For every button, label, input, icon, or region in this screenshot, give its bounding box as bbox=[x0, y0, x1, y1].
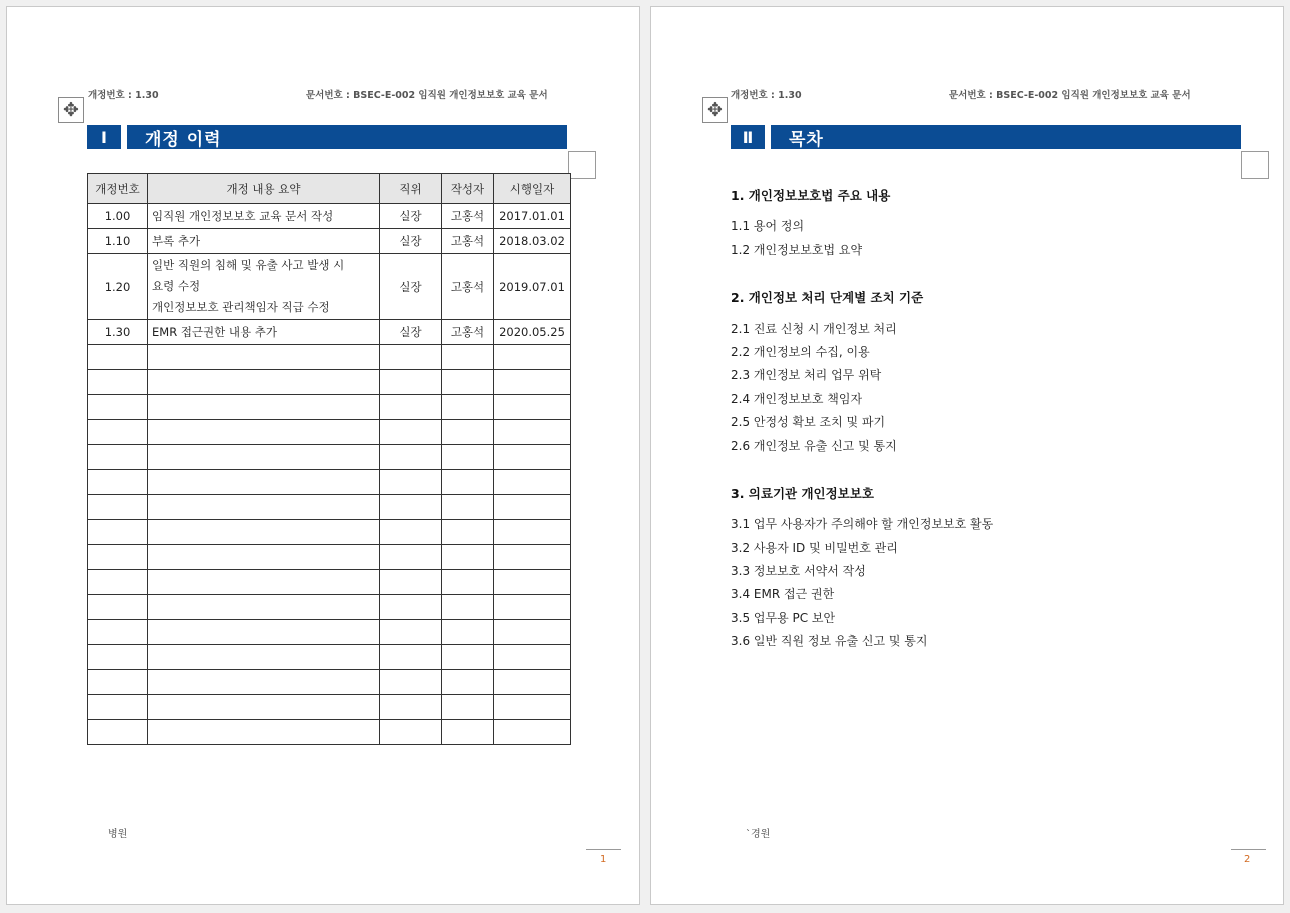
empty-cell[interactable] bbox=[380, 445, 442, 470]
empty-cell[interactable] bbox=[148, 720, 380, 745]
move-arrows-icon[interactable]: ✥ bbox=[58, 97, 84, 123]
empty-table-row[interactable] bbox=[88, 345, 571, 370]
empty-cell[interactable] bbox=[380, 470, 442, 495]
table-row[interactable] bbox=[88, 229, 571, 254]
empty-cell[interactable] bbox=[88, 720, 148, 745]
toc-item[interactable]: 2.4 개인정보보호 책임자 bbox=[731, 392, 863, 406]
revision-number-header: 개정번호 : 1.30 bbox=[731, 90, 802, 101]
empty-cell[interactable] bbox=[148, 345, 380, 370]
page-number: 1 bbox=[600, 854, 607, 865]
empty-cell[interactable] bbox=[380, 345, 442, 370]
empty-cell[interactable] bbox=[494, 445, 571, 470]
position-cell[interactable]: 실장 bbox=[380, 229, 442, 254]
summary-line: 개인정보보호 관리책임자 직급 수정 bbox=[152, 300, 330, 314]
table-row[interactable] bbox=[88, 320, 571, 345]
column-header: 시행일자 bbox=[494, 174, 571, 204]
empty-cell[interactable] bbox=[88, 620, 148, 645]
empty-cell[interactable] bbox=[442, 570, 494, 595]
empty-cell[interactable] bbox=[88, 470, 148, 495]
empty-cell[interactable] bbox=[442, 420, 494, 445]
position-cell[interactable]: 실장 bbox=[380, 254, 442, 320]
empty-cell[interactable] bbox=[442, 545, 494, 570]
section-number: Ⅱ bbox=[731, 125, 765, 149]
toc-item[interactable]: 3.3 정보보호 서약서 작성 bbox=[731, 564, 866, 578]
revision-cell[interactable]: 1.20 bbox=[88, 254, 148, 320]
date-cell[interactable]: 2017.01.01 bbox=[494, 204, 571, 229]
empty-cell[interactable] bbox=[442, 620, 494, 645]
toc-item[interactable]: 1.2 개인정보보호법 요약 bbox=[731, 243, 863, 257]
empty-table-row[interactable] bbox=[88, 395, 571, 420]
empty-cell[interactable] bbox=[494, 620, 571, 645]
move-arrows-icon[interactable]: ✥ bbox=[702, 97, 728, 123]
summary-cell[interactable]: 임직원 개인정보보호 교육 문서 작성 bbox=[148, 204, 380, 229]
toc-section-title[interactable]: 1. 개인정보보호법 주요 내용 bbox=[731, 188, 891, 203]
table-resize-handle[interactable] bbox=[1241, 151, 1269, 179]
empty-cell[interactable] bbox=[494, 695, 571, 720]
empty-cell[interactable] bbox=[380, 620, 442, 645]
empty-table-row[interactable] bbox=[88, 370, 571, 395]
toc-item[interactable]: 3.5 업무용 PC 보안 bbox=[731, 611, 836, 625]
empty-cell[interactable] bbox=[442, 695, 494, 720]
empty-cell[interactable] bbox=[380, 645, 442, 670]
empty-cell[interactable] bbox=[494, 420, 571, 445]
footer-divider bbox=[586, 849, 621, 850]
section-heading-bar bbox=[87, 125, 567, 149]
empty-table-row[interactable] bbox=[88, 495, 571, 520]
summary-cell[interactable] bbox=[148, 254, 380, 320]
toc-section-title[interactable]: 3. 의료기관 개인정보보호 bbox=[731, 486, 874, 501]
date-cell[interactable]: 2019.07.01 bbox=[494, 254, 571, 320]
revision-cell[interactable]: 1.30 bbox=[88, 320, 148, 345]
empty-cell[interactable] bbox=[148, 470, 380, 495]
footer-hospital-name: `경원 bbox=[746, 829, 771, 840]
document-page-1 bbox=[6, 6, 640, 905]
empty-table-row[interactable] bbox=[88, 670, 571, 695]
toc-item[interactable]: 3.1 업무 사용자가 주의해야 할 개인정보보호 활동 bbox=[731, 517, 994, 531]
section-title: 개정 이력 bbox=[127, 125, 567, 149]
empty-cell[interactable] bbox=[380, 420, 442, 445]
column-header: 작성자 bbox=[442, 174, 494, 204]
empty-cell[interactable] bbox=[88, 495, 148, 520]
summary-cell[interactable]: 부록 추가 bbox=[148, 229, 380, 254]
empty-cell[interactable] bbox=[88, 545, 148, 570]
empty-cell[interactable] bbox=[494, 395, 571, 420]
empty-cell[interactable] bbox=[380, 595, 442, 620]
empty-cell[interactable] bbox=[148, 420, 380, 445]
document-page-2 bbox=[650, 6, 1284, 905]
empty-table-row[interactable] bbox=[88, 720, 571, 745]
section-number: Ⅰ bbox=[87, 125, 121, 149]
summary-line: 일반 직원의 침해 및 유출 사고 발생 시 bbox=[152, 258, 345, 272]
empty-cell[interactable] bbox=[148, 445, 380, 470]
empty-cell[interactable] bbox=[494, 570, 571, 595]
toc-item[interactable]: 1.1 용어 정의 bbox=[731, 219, 805, 233]
column-header: 개정번호 bbox=[88, 174, 148, 204]
position-cell[interactable]: 실장 bbox=[380, 320, 442, 345]
section-title: 목차 bbox=[771, 125, 1241, 149]
empty-cell[interactable] bbox=[380, 370, 442, 395]
empty-cell[interactable] bbox=[148, 520, 380, 545]
empty-cell[interactable] bbox=[88, 370, 148, 395]
empty-table-row[interactable] bbox=[88, 545, 571, 570]
empty-cell[interactable] bbox=[88, 420, 148, 445]
revision-history-table bbox=[87, 173, 571, 745]
empty-cell[interactable] bbox=[494, 345, 571, 370]
empty-cell[interactable] bbox=[88, 520, 148, 545]
toc-item[interactable]: 2.1 진료 신청 시 개인정보 처리 bbox=[731, 322, 897, 336]
toc-item[interactable]: 3.2 사용자 ID 및 비밀번호 관리 bbox=[731, 541, 898, 555]
toc-item[interactable]: 2.2 개인정보의 수집, 이용 bbox=[731, 345, 870, 359]
empty-cell[interactable] bbox=[148, 570, 380, 595]
footer-divider bbox=[1231, 849, 1266, 850]
empty-cell[interactable] bbox=[494, 595, 571, 620]
author-cell[interactable]: 고홍석 bbox=[442, 204, 494, 229]
empty-cell[interactable] bbox=[380, 570, 442, 595]
empty-cell[interactable] bbox=[494, 720, 571, 745]
document-number-header: 문서번호 : BSEC-E-002 임직원 개인정보보호 교육 문서 bbox=[949, 90, 1191, 101]
empty-cell[interactable] bbox=[380, 395, 442, 420]
empty-cell[interactable] bbox=[442, 645, 494, 670]
column-header: 개정 내용 요약 bbox=[148, 174, 380, 204]
toc-item[interactable]: 3.4 EMR 접근 권한 bbox=[731, 587, 835, 601]
date-cell[interactable]: 2020.05.25 bbox=[494, 320, 571, 345]
empty-cell[interactable] bbox=[380, 495, 442, 520]
empty-cell[interactable] bbox=[88, 670, 148, 695]
empty-cell[interactable] bbox=[442, 720, 494, 745]
empty-cell[interactable] bbox=[494, 470, 571, 495]
table-row[interactable] bbox=[88, 204, 571, 229]
column-header: 직위 bbox=[380, 174, 442, 204]
empty-cell[interactable] bbox=[442, 445, 494, 470]
empty-cell[interactable] bbox=[442, 595, 494, 620]
empty-cell[interactable] bbox=[88, 645, 148, 670]
empty-cell[interactable] bbox=[88, 395, 148, 420]
empty-cell[interactable] bbox=[148, 395, 380, 420]
position-cell[interactable]: 실장 bbox=[380, 204, 442, 229]
empty-cell[interactable] bbox=[148, 370, 380, 395]
empty-cell[interactable] bbox=[494, 370, 571, 395]
empty-cell[interactable] bbox=[380, 720, 442, 745]
empty-cell[interactable] bbox=[442, 670, 494, 695]
empty-cell[interactable] bbox=[442, 345, 494, 370]
empty-cell[interactable] bbox=[148, 645, 380, 670]
empty-table-row[interactable] bbox=[88, 645, 571, 670]
empty-cell[interactable] bbox=[442, 370, 494, 395]
empty-table-row[interactable] bbox=[88, 470, 571, 495]
empty-cell[interactable] bbox=[494, 545, 571, 570]
empty-cell[interactable] bbox=[494, 645, 571, 670]
page-number: 2 bbox=[1244, 854, 1251, 865]
table-header-row bbox=[88, 174, 571, 204]
empty-table-row[interactable] bbox=[88, 420, 571, 445]
empty-cell[interactable] bbox=[148, 695, 380, 720]
empty-cell[interactable] bbox=[442, 520, 494, 545]
empty-cell[interactable] bbox=[380, 670, 442, 695]
empty-cell[interactable] bbox=[442, 470, 494, 495]
empty-table-row[interactable] bbox=[88, 595, 571, 620]
empty-cell[interactable] bbox=[442, 495, 494, 520]
date-cell[interactable]: 2018.03.02 bbox=[494, 229, 571, 254]
empty-cell[interactable] bbox=[88, 445, 148, 470]
summary-line: 요령 수정 bbox=[152, 279, 201, 293]
empty-cell[interactable] bbox=[148, 545, 380, 570]
empty-table-row[interactable] bbox=[88, 520, 571, 545]
summary-cell[interactable]: EMR 접근권한 내용 추가 bbox=[148, 320, 380, 345]
empty-cell[interactable] bbox=[494, 520, 571, 545]
empty-cell[interactable] bbox=[88, 695, 148, 720]
toc-item[interactable]: 3.6 일반 직원 정보 유출 신고 및 통지 bbox=[731, 634, 928, 648]
toc-section-title[interactable]: 2. 개인정보 처리 단계별 조치 기준 bbox=[731, 290, 924, 305]
revision-cell[interactable]: 1.00 bbox=[88, 204, 148, 229]
revision-number-header: 개정번호 : 1.30 bbox=[88, 90, 159, 101]
empty-cell[interactable] bbox=[88, 595, 148, 620]
author-cell[interactable]: 고홍석 bbox=[442, 229, 494, 254]
empty-cell[interactable] bbox=[494, 495, 571, 520]
table-resize-handle[interactable] bbox=[568, 151, 596, 179]
table-row[interactable] bbox=[88, 254, 571, 320]
empty-cell[interactable] bbox=[148, 495, 380, 520]
empty-cell[interactable] bbox=[380, 545, 442, 570]
empty-cell[interactable] bbox=[148, 595, 380, 620]
toc-item[interactable]: 2.6 개인정보 유출 신고 및 통지 bbox=[731, 439, 897, 453]
empty-table-row[interactable] bbox=[88, 445, 571, 470]
author-cell[interactable]: 고홍석 bbox=[442, 254, 494, 320]
empty-cell[interactable] bbox=[148, 620, 380, 645]
empty-cell[interactable] bbox=[442, 395, 494, 420]
empty-cell[interactable] bbox=[88, 570, 148, 595]
revision-cell[interactable]: 1.10 bbox=[88, 229, 148, 254]
section-heading-bar bbox=[731, 125, 1241, 149]
footer-hospital-name: 병원 bbox=[108, 829, 128, 840]
toc-item[interactable]: 2.3 개인정보 처리 업무 위탁 bbox=[731, 368, 882, 382]
empty-table-row[interactable] bbox=[88, 570, 571, 595]
empty-cell[interactable] bbox=[380, 695, 442, 720]
empty-cell[interactable] bbox=[148, 670, 380, 695]
empty-table-row[interactable] bbox=[88, 695, 571, 720]
author-cell[interactable]: 고홍석 bbox=[442, 320, 494, 345]
empty-cell[interactable] bbox=[494, 670, 571, 695]
document-number-header: 문서번호 : BSEC-E-002 임직원 개인정보보호 교육 문서 bbox=[306, 90, 548, 101]
empty-cell[interactable] bbox=[380, 520, 442, 545]
toc-item[interactable]: 2.5 안정성 확보 조치 및 파기 bbox=[731, 415, 886, 429]
empty-table-row[interactable] bbox=[88, 620, 571, 645]
empty-cell[interactable] bbox=[88, 345, 148, 370]
